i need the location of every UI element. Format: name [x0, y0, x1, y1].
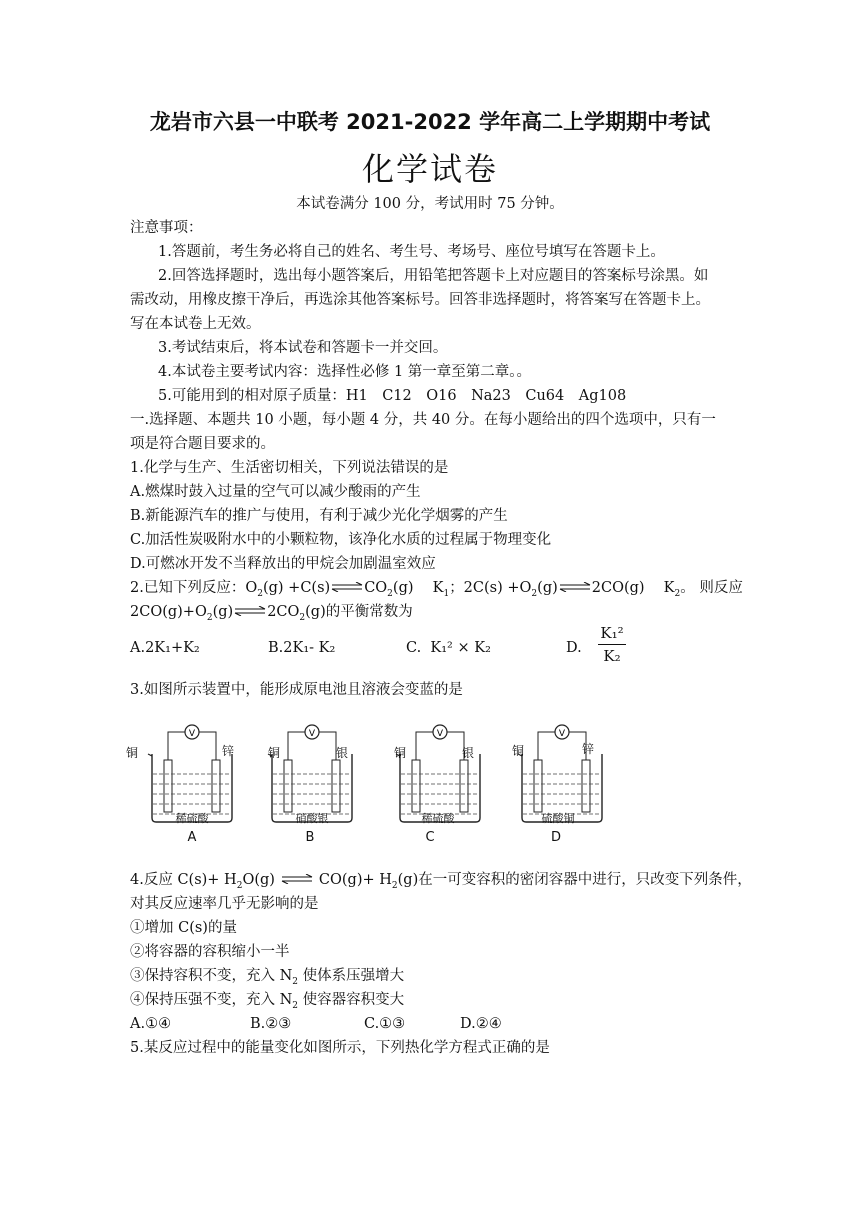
- q2-stem: 2.已知下列反应：$O_2(g) +C(s)$ $CO_2(g)$ $K_1$；$2C(s) +O_2(g)$ 2CO(g) $K_2$。 则反应: [130, 578, 743, 604]
- fraction-numerator: K₁²: [600, 624, 624, 642]
- fig-a-solution: 稀硫酸: [175, 812, 209, 825]
- fig-b-right-electrode: 银: [336, 746, 349, 760]
- q1-option-a: A.燃煤时鼓入过量的空气可以减少酸雨的产生: [130, 484, 421, 500]
- section-1-intro: 一.选择题、本题共 10 小题，每小题 4 分，共 40 分。在每小题给出的四个选项中，只有一: [130, 412, 716, 428]
- exam-title: 龙岩市六县一中联考 2021-2022 学年高二上学期期中考试: [149, 110, 711, 134]
- q1-option-d: D.可燃冰开发不当释放出的甲烷会加剧温室效应: [130, 556, 436, 572]
- galvanic-cell-figure-c: [388, 722, 498, 852]
- fig-d-left-electrode: 铜: [512, 744, 525, 758]
- fig-d-solution: 硫酸铜: [541, 812, 575, 825]
- fig-c-solution: 稀硫酸: [421, 812, 455, 825]
- q4-option-a: A.①④: [130, 1016, 172, 1032]
- q2-option-d-label: D.: [566, 640, 582, 656]
- note-2-end: 写在本试卷上无效。: [130, 316, 261, 332]
- note-1: 1.答题前，考生务必将自己的姓名、考生号、考场号、座位号填写在答题卡上。: [158, 244, 665, 260]
- equilibrium-arrow-icon: [558, 577, 592, 597]
- note-5: 5.可能用到的相对原子质量：H1 C12 O16 Na23 Cu64 Ag108: [158, 388, 627, 404]
- q2-option-c: C. K₁² × K₂: [406, 640, 491, 656]
- voltmeter-symbol: V: [558, 729, 566, 739]
- q2-option-b: B.2K₁- K₂: [268, 640, 336, 656]
- fig-b-solution: 硝酸银: [295, 812, 329, 825]
- fig-d-letter: D: [550, 830, 561, 845]
- q1-option-c: C.加活性炭吸附水中的小颗粒物，该净化水质的过程属于物理变化: [130, 532, 552, 548]
- note-2-cont: 需改动，用橡皮擦干净后，再选涂其他答案标号。回答非选择题时，将答案写在答题卡上。: [130, 292, 710, 308]
- q4-stem-cont: 对其反应速率几乎无影响的是: [130, 896, 319, 912]
- voltmeter-symbol: V: [188, 729, 196, 739]
- voltmeter-symbol: V: [308, 729, 316, 739]
- exam-info: 本试卷满分 100 分，考试用时 75 分钟。: [296, 196, 564, 212]
- equilibrium-arrow-icon: [330, 577, 364, 597]
- note-4: 4.本试卷主要考试内容：选择性必修 1 第一章至第二章。。: [158, 364, 532, 380]
- section-1-intro-cont: 项是符合题目要求的。: [130, 436, 275, 452]
- q4-option-c: C.①③: [364, 1016, 406, 1032]
- q3-stem: 3.如图所示装置中，能形成原电池且溶液会变蓝的是: [130, 682, 463, 698]
- q4-condition-4: ④保持压强不变，充入 $N_2$ 使容器容积变大: [130, 992, 405, 1011]
- fig-c-right-electrode: 银: [462, 746, 475, 760]
- fig-b-letter: B: [305, 830, 315, 845]
- note-2: 2.回答选择题时，选出每小题答案后，用铅笔把答题卡上对应题目的答案标号涂黑。如: [158, 268, 709, 284]
- q1-option-b: B.新能源汽车的推广与使用，有利于减少光化学烟雾的产生: [130, 508, 508, 524]
- fig-c-left-electrode: 铜: [394, 746, 407, 760]
- q4-condition-3: ③保持容积不变，充入 $N_2$ 使体系压强增大: [130, 968, 405, 987]
- fraction-denominator: K₂: [603, 647, 621, 665]
- fig-c-letter: C: [425, 830, 435, 845]
- q4-condition-2: ②将容器的容积缩小一半: [130, 944, 290, 960]
- q5-stem: 5.某反应过程中的能量变化如图所示，下列热化学方程式正确的是: [130, 1040, 550, 1056]
- fraction-bar: [598, 644, 626, 645]
- fig-a-left-electrode: 铜: [126, 746, 139, 760]
- q2-option-d-fraction: [598, 624, 626, 665]
- q4-condition-1: ①增加 C(s)的量: [130, 920, 237, 936]
- subject-title: 化学试卷: [361, 150, 498, 188]
- q4-stem: 4.反应 $C(s)+ H_2O(g)$ $CO(g)+ H_2(g)$在一可变容积的密闭容器中进行，只改变下列条件，: [130, 870, 752, 896]
- fig-d-right-electrode: 锌: [582, 742, 595, 756]
- voltmeter-symbol: V: [436, 729, 444, 739]
- q1-stem: 1.化学与生产、生活密切相关，下列说法错误的是: [130, 460, 449, 476]
- fig-a-letter: A: [187, 830, 197, 845]
- q2-option-a: A.2K₁+K₂: [130, 640, 200, 656]
- equilibrium-arrow-icon: [275, 869, 319, 889]
- q2-stem-cont: $2CO(g)+O_2(g)$ $2CO_2(g)$的平衡常数为: [130, 602, 413, 628]
- fig-a-right-electrode: 锌: [222, 744, 235, 758]
- q4-option-b: B.②③: [250, 1016, 292, 1032]
- q4-option-d: D.②④: [460, 1016, 502, 1032]
- fig-b-left-electrode: 铜: [268, 746, 281, 760]
- note-3: 3.考试结束后，将本试卷和答题卡一并交回。: [158, 340, 448, 356]
- equilibrium-arrow-icon: [233, 601, 267, 621]
- notes-heading: 注意事项：: [130, 220, 203, 236]
